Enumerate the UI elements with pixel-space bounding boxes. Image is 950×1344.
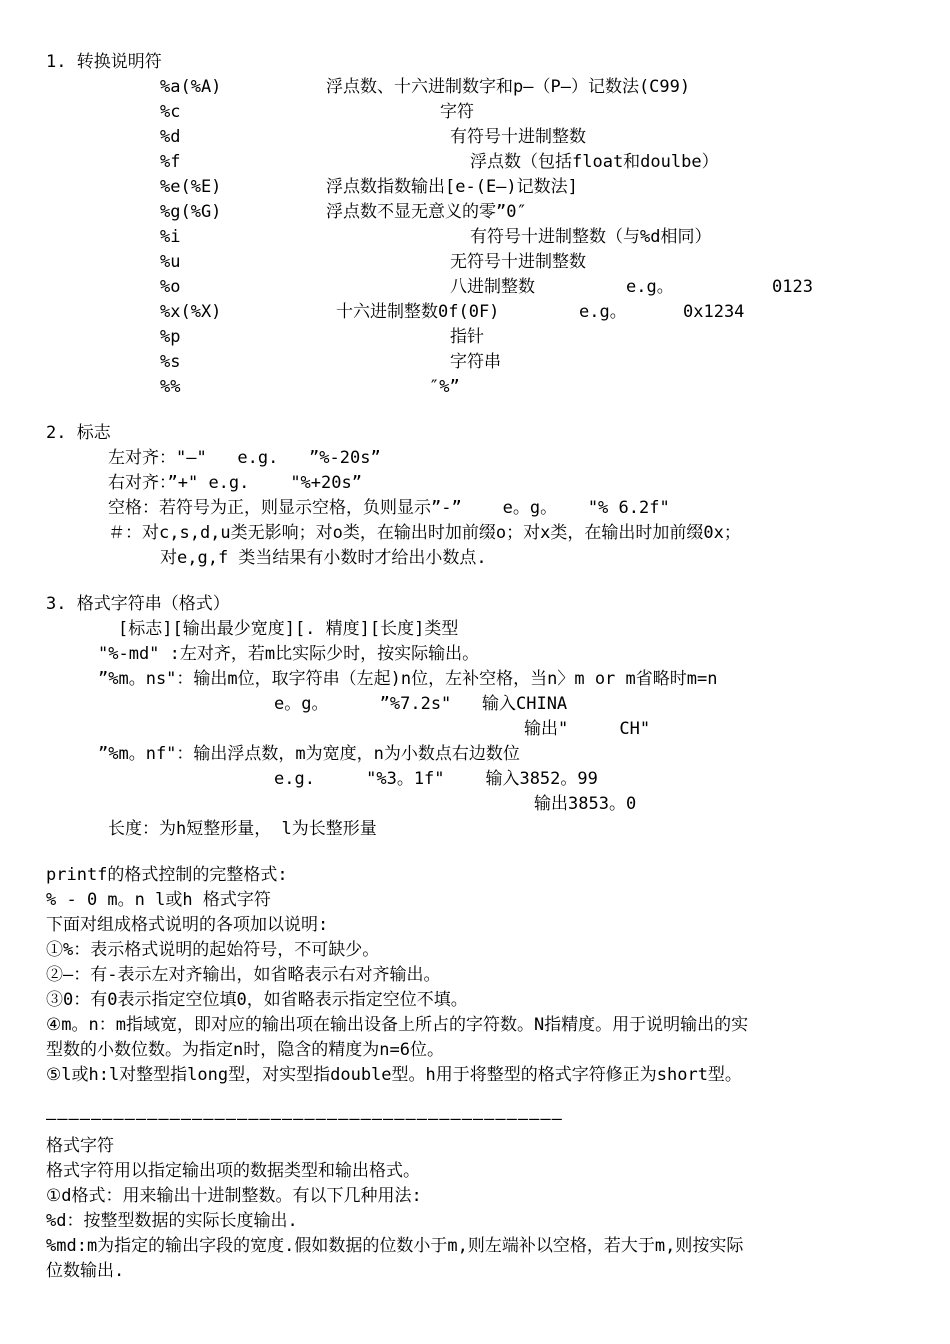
- spec-description: 无符号十进制整数: [450, 252, 586, 272]
- dash-divider: ——————————————————————————————————————————————: [46, 1109, 563, 1129]
- format-char-line: 位数输出.: [46, 1261, 125, 1281]
- spec-description: 字符: [440, 102, 474, 122]
- printf-line: ③0：有0表示指定空位填0，如省略表示指定空位不填。: [46, 990, 468, 1010]
- format-line: [标志][输出最少宽度][. 精度][长度]类型: [118, 619, 459, 639]
- spec-example-label: e.g。: [626, 277, 674, 297]
- spec-code: %%: [160, 377, 181, 397]
- spec-code: %p: [160, 327, 181, 347]
- spec-code: %s: [160, 352, 181, 372]
- section-2-heading: 2. 标志: [46, 423, 111, 443]
- format-line: 输出" CH": [524, 719, 651, 739]
- spec-example-value: 0x1234: [683, 302, 745, 322]
- printf-line: ④m。n：m指域宽，即对应的输出项在输出设备上所占的字符数。N指精度。用于说明输出的实: [46, 1015, 749, 1035]
- spec-example-value: 0123: [772, 277, 813, 297]
- spec-code: %g(%G): [160, 202, 222, 222]
- format-line: e.g. "%3。1f" 输入3852。99: [274, 769, 598, 789]
- flag-line: 空格：若符号为正，则显示空格，负则显示”-” e。g。 "% 6.2f": [108, 498, 670, 518]
- printf-line: ①%：表示格式说明的起始符号，不可缺少。: [46, 940, 380, 960]
- printf-line: ②—：有-表示左对齐输出，如省略表示右对齐输出。: [46, 965, 441, 985]
- spec-code: %o: [160, 277, 181, 297]
- format-line: ”%m。ns"：输出m位，取字符串（左起)n位，左补空格，当n〉m or m省略时m=n: [98, 669, 718, 689]
- spec-code: %c: [160, 102, 181, 122]
- printf-line: printf的格式控制的完整格式:: [46, 865, 288, 885]
- format-char-line: ①d格式：用来输出十进制整数。有以下几种用法:: [46, 1186, 422, 1206]
- section-1-heading: 1. 转换说明符: [46, 52, 162, 72]
- format-char-line: 格式字符用以指定输出项的数据类型和输出格式。: [46, 1161, 420, 1181]
- printf-line: 下面对组成格式说明的各项加以说明:: [46, 915, 329, 935]
- spec-code: %i: [160, 227, 181, 247]
- spec-description: 有符号十进制整数（与%d相同）: [470, 227, 712, 247]
- spec-code: %u: [160, 252, 181, 272]
- flag-line: 对e,g,f 类当结果有小数时才给出小数点.: [160, 548, 487, 568]
- spec-description: 浮点数指数输出[e-(E—)记数法]: [326, 177, 578, 197]
- format-line: e。g。 ”%7.2s" 输入CHINA: [274, 694, 568, 714]
- format-char-line: %d：按整型数据的实际长度输出.: [46, 1211, 298, 1231]
- spec-description: ″%”: [429, 377, 460, 397]
- format-line: 输出3853。0: [534, 794, 637, 814]
- spec-code: %f: [160, 152, 181, 172]
- format-char-line: %md:m为指定的输出字段的宽度.假如数据的位数小于m,则左端补以空格，若大于m,则按实际: [46, 1236, 744, 1256]
- format-line: 长度：为h短整形量， l为长整形量: [108, 819, 377, 839]
- spec-code: %e(%E): [160, 177, 222, 197]
- flag-line: ＃：对c,s,d,u类无影响；对o类，在输出时加前缀o；对x类，在输出时加前缀0x；: [108, 523, 741, 543]
- format-char-line: 格式字符: [46, 1136, 114, 1156]
- format-line: "%-md" :左对齐，若m比实际少时，按实际输出。: [98, 644, 480, 664]
- printf-line: ⑤l或h:l对整型指long型，对实型指double型。h用于将整型的格式字符修正为short型。: [46, 1065, 742, 1085]
- spec-description: 有符号十进制整数: [450, 127, 586, 147]
- printf-line: % - 0 m。n l或h 格式字符: [46, 890, 271, 910]
- spec-description: 浮点数（包括float和doulbe）: [470, 152, 719, 172]
- spec-description: 浮点数、十六进制数字和p—（P—）记数法(C99): [326, 77, 691, 97]
- spec-description: 指针: [450, 327, 484, 347]
- spec-description: 十六进制整数0f(0F): [336, 302, 500, 322]
- section-3-heading: 3. 格式字符串（格式）: [46, 594, 230, 614]
- spec-description: 字符串: [450, 352, 501, 372]
- spec-description: 八进制整数: [450, 277, 535, 297]
- spec-example-label: e.g。: [579, 302, 627, 322]
- spec-code: %a(%A): [160, 77, 222, 97]
- spec-description: 浮点数不显无意义的零”0″: [326, 202, 527, 222]
- flag-line: 右对齐：”+" e.g. "%+20s”: [108, 473, 362, 493]
- format-line: ”%m。nf"：输出浮点数，m为宽度，n为小数点右边数位: [98, 744, 520, 764]
- printf-line: 型数的小数位数。为指定n时，隐含的精度为n=6位。: [46, 1040, 444, 1060]
- spec-code: %x(%X): [160, 302, 222, 322]
- spec-code: %d: [160, 127, 181, 147]
- flag-line: 左对齐："—" e.g. ”%-20s”: [108, 448, 381, 468]
